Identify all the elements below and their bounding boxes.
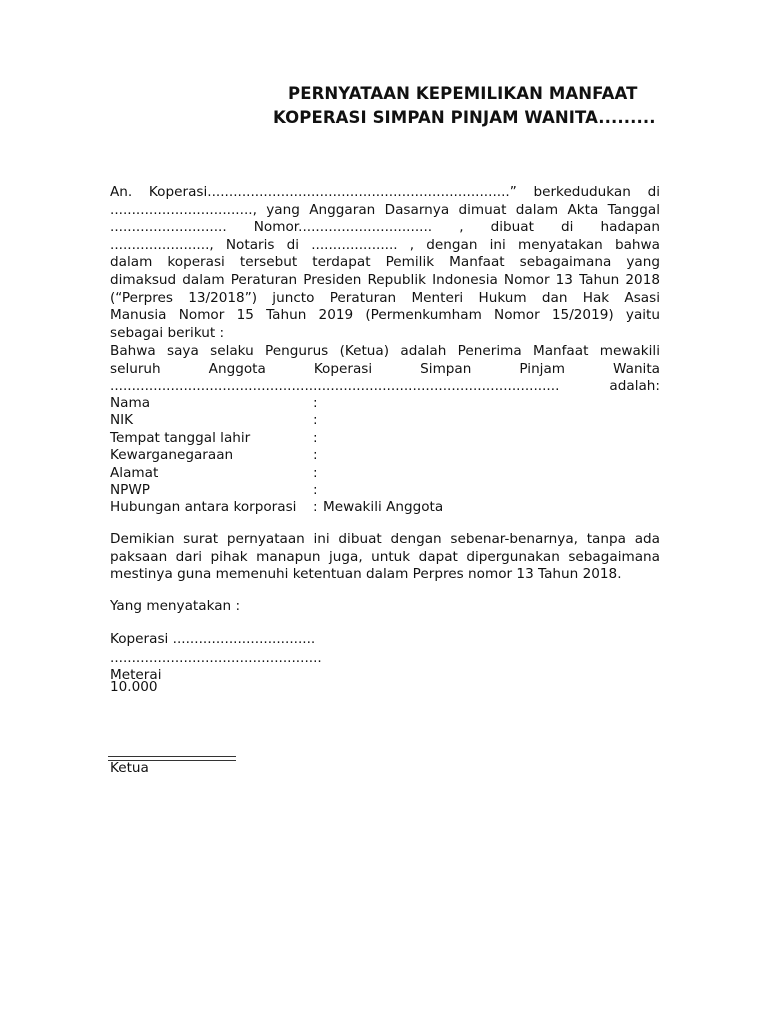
ketua-label: Ketua: [110, 760, 149, 776]
field-label: Nama: [110, 395, 151, 411]
meterai-stamp-label: Meterai 10.000: [110, 667, 162, 695]
paragraph-line: sebagai berikut :: [110, 324, 225, 341]
paragraph-line: Bahwa saya selaku Pengurus (Ketua) adalah Penerima Manfaat mewakili: [110, 343, 660, 359]
field-row-tempat-tanggal-lahir: [110, 430, 443, 447]
field-label: Tempat tanggal lahir: [110, 429, 251, 446]
field-separator: :: [313, 499, 318, 516]
paragraph-line: dalam koperasi tersebut terdapat Pemilik Manfaat sebagaimana yang: [110, 254, 660, 271]
field-row-nama: [110, 395, 443, 412]
yang-menyatakan-label: Yang menyatakan :: [110, 598, 241, 614]
signature-dots-line: .................................................: [110, 650, 322, 666]
field-label: Hubungan antara korporasi: [110, 499, 297, 516]
paragraph-line: (“Perpres 13/2018”) juncto Peraturan Menteri Hukum dan Hak Asasi: [110, 289, 660, 306]
field-row-alamat: [110, 465, 443, 482]
paragraph-line: ........................... Nomor............................... , dibuat di hadapan: [110, 219, 660, 236]
field-separator: :: [313, 464, 318, 481]
paragraph-line: Demikian surat pernyataan ini dibuat dengan sebenar-benarnya, tanpa ada: [110, 531, 660, 547]
paragraph-line: paksaan dari pihak manapun juga, untuk dapat dipergunakan sebagaimana: [110, 548, 660, 565]
field-label: Alamat: [110, 464, 159, 481]
field-separator: :: [313, 482, 318, 499]
field-row-kewarganegaraan: [110, 447, 443, 464]
field-separator: :: [313, 429, 318, 446]
field-separator: :: [313, 395, 318, 411]
document-title-line-1: PERNYATAAN KEPEMILIKAN MANFAAT: [288, 84, 638, 103]
field-label: NIK: [110, 412, 134, 429]
beneficiary-fields: [110, 395, 443, 517]
field-separator: :: [313, 447, 318, 464]
field-row-npwp: [110, 482, 443, 499]
paragraph-line: ................................., yang Anggaran Dasarnya dimuat dalam Akta Tanggal: [110, 201, 660, 218]
closing-paragraph: [110, 531, 660, 584]
field-value: Mewakili Anggota: [323, 499, 444, 516]
paragraph-line: An. Koperasi......................................................................” berkedudukan di: [110, 184, 660, 200]
paragraph-line: Manusia Nomor 15 Tahun 2019 (Permenkumham Nomor 15/2019) yaitu: [110, 307, 660, 324]
paragraph-line: ........................................................................................................ adalah:: [110, 378, 660, 395]
field-row-hubungan: [110, 499, 443, 516]
paragraph-line: ......................., Notaris di .................... , dengan ini menyatakan bahwa: [110, 236, 660, 253]
paragraph-line: dimaksud dalam Peraturan Presiden Republik Indonesia Nomor 13 Tahun 2018: [110, 271, 660, 288]
paragraph-line: mestinya guna memenuhi ketentuan dalam Perpres nomor 13 Tahun 2018.: [110, 566, 622, 583]
document-title-line-2: KOPERASI SIMPAN PINJAM WANITA.........: [273, 108, 656, 127]
opening-paragraph: [110, 184, 660, 342]
field-row-nik: [110, 412, 443, 429]
field-separator: :: [313, 412, 318, 429]
koperasi-signature-line: Koperasi .................................: [110, 631, 316, 647]
field-label: NPWP: [110, 482, 151, 499]
paragraph-line: seluruh Anggota Koperasi Simpan Pinjam Wanita: [110, 360, 660, 377]
field-label: Kewarganegaraan: [110, 447, 234, 464]
statement-paragraph: [110, 343, 660, 396]
